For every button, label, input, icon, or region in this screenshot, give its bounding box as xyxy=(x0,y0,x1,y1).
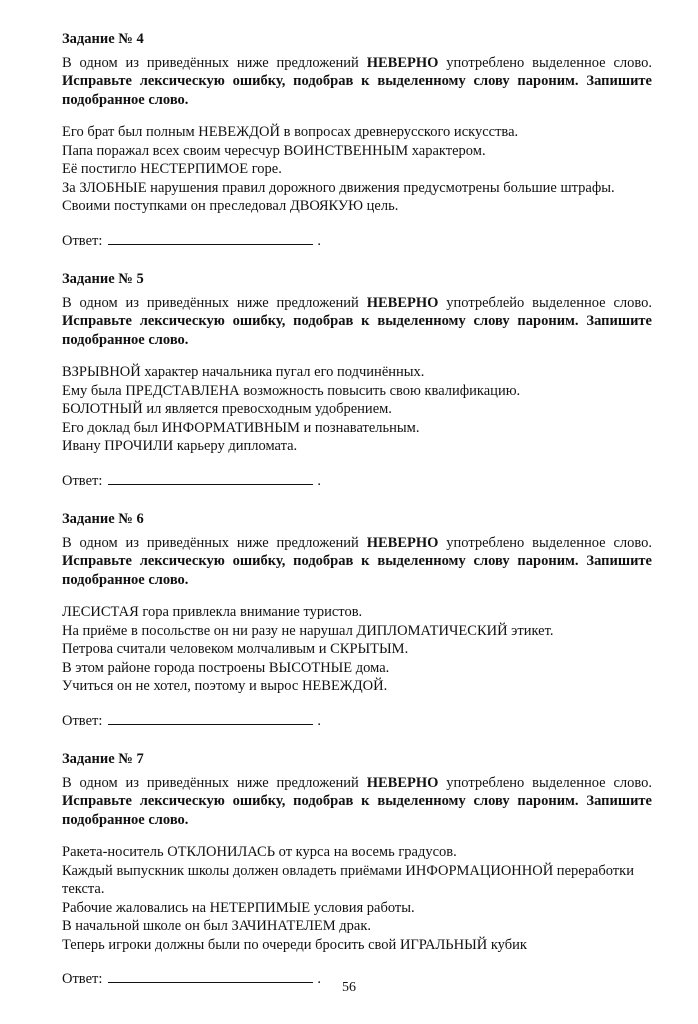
page-number: 56 xyxy=(342,980,356,995)
sentence: В этом районе города построены ВЫСОТНЫЕ дома. xyxy=(62,659,390,676)
answer-label: Ответ: xyxy=(62,472,103,489)
sentence: ВЗРЫВНОЙ характер начальника пугал его подчинённых. xyxy=(62,364,425,380)
task-title: Задание № 7 xyxy=(62,751,144,767)
sentence: Его брат был полным НЕВЕЖДОЙ в вопросах древнерусского искусства. xyxy=(62,124,519,140)
intro-text: В одном из приведённых ниже предложений xyxy=(62,54,367,71)
intro-text: употреблено выделенное слово. xyxy=(438,54,653,71)
answer-line xyxy=(62,471,652,491)
task-title: Задание № 5 xyxy=(62,271,144,287)
answer-label: Ответ: xyxy=(62,712,103,729)
intro-instruction: Исправьте лексическую ошибку, подобрав к выделенному слову пароним. Запишите подобранное слово. xyxy=(62,793,652,828)
sentence-list xyxy=(62,603,652,696)
task-block-6 xyxy=(62,510,652,730)
intro-keyword: НЕВЕРНО xyxy=(366,294,439,311)
task-block-4 xyxy=(62,30,652,250)
task-title: Задание № 6 xyxy=(62,511,144,527)
sentence-list xyxy=(62,363,652,456)
sentence-list xyxy=(62,843,652,954)
sentence: БОЛОТНЫЙ ил является превосходным удобрением. xyxy=(62,401,392,417)
intro-keyword: НЕВЕРНО xyxy=(366,54,439,71)
intro-instruction: Исправьте лексическую ошибку, подобрав к выделенному слову пароним. Запишите подобранное слово. xyxy=(62,313,652,348)
answer-period: . xyxy=(317,712,321,729)
sentence: Каждый выпускник школы должен овладеть приёмами ИНФОРМАЦИОННОЙ переработки текста. xyxy=(62,862,634,897)
task-intro xyxy=(62,54,652,110)
sentence: Ракета-носитель ОТКЛОНИЛАСЬ от курса на восемь градусов. xyxy=(62,844,457,860)
sentence: Своими поступками он преследовал ДВОЯКУЮ цель. xyxy=(62,198,399,214)
intro-text: В одном из приведённых ниже предложений xyxy=(62,294,367,311)
task-intro xyxy=(62,534,652,590)
answer-blank xyxy=(108,471,313,485)
task-block-5 xyxy=(62,270,652,490)
task-title: Задание № 4 xyxy=(62,31,144,47)
sentence: Её постигло НЕСТЕРПИМОЕ горе. xyxy=(62,161,282,177)
sentence: Ему была ПРЕДСТАВЛЕНА возможность повысить свою квалификацию. xyxy=(62,382,521,399)
sentence: Ивану ПРОЧИЛИ карьеру дипломата. xyxy=(62,438,298,454)
answer-line xyxy=(62,231,652,251)
task-intro xyxy=(62,774,652,830)
answer-blank xyxy=(108,231,313,245)
answer-period: . xyxy=(317,232,321,249)
sentence-list xyxy=(62,123,652,216)
sentence: Теперь игроки должны были по очереди бросить свой ИГРАЛЬНЫЙ кубик xyxy=(62,936,527,953)
answer-blank xyxy=(108,711,313,725)
sentence: В начальной школе он был ЗАЧИНАТЕЛЕМ драк. xyxy=(62,918,372,934)
sentence: Петрова считали человеком молчаливым и СКРЫТЫМ. xyxy=(62,641,409,657)
sentence: Папа поражал всех своим чересчур ВОИНСТВЕННЫМ характером. xyxy=(62,142,486,159)
intro-keyword: НЕВЕРНО xyxy=(366,534,439,551)
intro-instruction: Исправьте лексическую ошибку, подобрав к выделенному слову пароним. Запишите подобранное слово. xyxy=(62,553,652,588)
intro-text: В одном из приведённых ниже предложений xyxy=(62,534,367,551)
intro-instruction: Исправьте лексическую ошибку, подобрав к выделенному слову пароним. Запишите подобранное слово. xyxy=(62,73,652,108)
intro-text: употреблено выделенное слово. xyxy=(438,774,653,791)
answer-label: Ответ: xyxy=(62,232,103,249)
task-intro xyxy=(62,294,652,350)
intro-text: употреблено выделенное слово. xyxy=(438,534,653,551)
sentence: Учиться он не хотел, поэтому и вырос НЕВЕЖДОЙ. xyxy=(62,678,388,694)
sentence: На приёме в посольстве он ни разу не нарушал ДИПЛОМАТИЧЕСКИЙ этикет. xyxy=(62,622,554,639)
intro-text: В одном из приведённых ниже предложений xyxy=(62,774,367,791)
task-block-7 xyxy=(62,750,652,989)
intro-keyword: НЕВЕРНО xyxy=(366,774,439,791)
answer-period: . xyxy=(317,472,321,489)
answer-label: Ответ: xyxy=(62,971,103,987)
intro-text: употреблейо выделенное слово. xyxy=(438,294,653,311)
sentence: Рабочие жаловались на НЕТЕРПИМЫЕ условия работы. xyxy=(62,899,415,916)
sentence: ЛЕСИСТАЯ гора привлекла внимание туристов. xyxy=(62,604,363,620)
answer-period: . xyxy=(317,971,321,987)
sentence: За ЗЛОБНЫЕ нарушения правил дорожного движения предусмотрены большие штрафы. xyxy=(62,179,615,196)
answer-line xyxy=(62,711,652,731)
sentence: Его доклад был ИНФОРМАТИВНЫМ и познавательным. xyxy=(62,419,420,436)
